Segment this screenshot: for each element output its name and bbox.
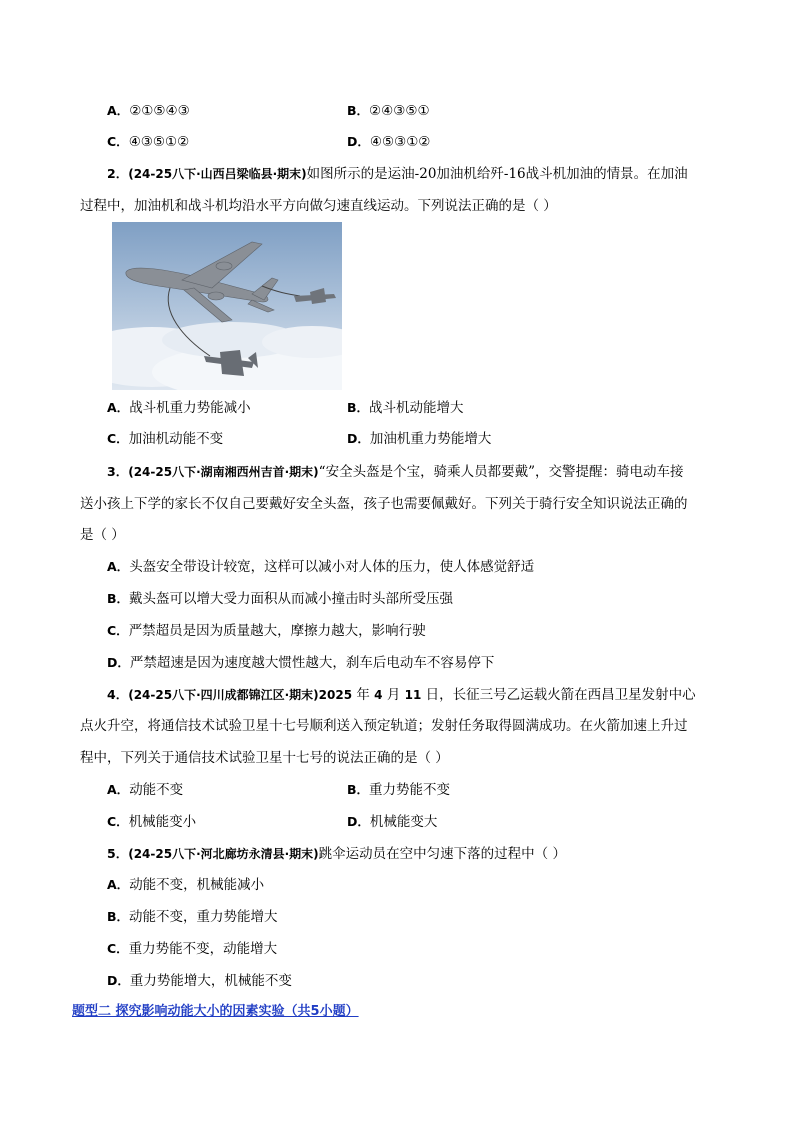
option-letter: A． — [107, 400, 130, 415]
q3-stem-line-1 — [107, 462, 683, 482]
question-text: 是（ ） — [80, 527, 125, 543]
option-text: 重力势能不变 — [369, 782, 451, 798]
option-text: ②①⑤④③ — [129, 103, 190, 119]
option-text: 重力势能增大，机械能不变 — [129, 973, 292, 989]
q3-option-a[interactable] — [107, 557, 534, 577]
day-number: 11 — [404, 688, 422, 702]
option-letter: D． — [347, 134, 370, 149]
question-number: 2． — [107, 166, 129, 181]
q4-stem-line-2 — [80, 716, 688, 736]
question-text: 点火升空，将通信技术试验卫星十七号顺利送入预定轨道；发射任务取得圆满成功。在火箭加速上升过 — [80, 718, 688, 734]
option-letter: D． — [107, 655, 130, 670]
month-number: 4 — [374, 688, 383, 702]
question-number: 5． — [107, 846, 129, 861]
q5-option-a[interactable] — [107, 875, 264, 895]
q4-options-row-2 — [107, 812, 707, 832]
question-source: (24-25八下·河北廊坊永清县·期末) — [128, 847, 319, 861]
option-text: 动能不变 — [129, 782, 184, 798]
year-number: 2025 — [318, 688, 353, 702]
q3-option-b[interactable] — [107, 589, 453, 609]
question-source: (24-25八下·湖南湘西州吉首·期末) — [128, 465, 319, 479]
option-text: 机械能变大 — [369, 814, 438, 830]
q5-stem-line-1 — [107, 844, 566, 864]
option-text: ④⑤③①② — [369, 134, 431, 150]
option-letter: C． — [107, 814, 129, 829]
q2-stem-line-1 — [107, 164, 688, 184]
q4-option-a[interactable] — [107, 780, 183, 800]
q4-options-row-1 — [107, 780, 707, 800]
option-text: 戴头盔可以增大受力面积从而减小撞击时头部所受压强 — [129, 591, 454, 607]
q1-options-row-1 — [107, 101, 707, 121]
q2-options-row-2 — [107, 429, 707, 449]
q3-option-d[interactable] — [107, 653, 494, 673]
q2-option-b[interactable] — [347, 398, 464, 418]
question-text: 年 — [356, 687, 370, 703]
q5-option-b[interactable] — [107, 907, 278, 927]
q4-stem-line-1 — [107, 685, 696, 705]
question-text: 送小孩上下学的家长不仅自己要戴好安全头盔，孩子也需要佩戴好。下列关于骑行安全知识说法正确的 — [80, 496, 688, 512]
q2-options-row-1 — [107, 398, 707, 418]
option-text: 战斗机重力势能减小 — [129, 400, 251, 416]
q3-stem-line-2 — [80, 494, 688, 514]
option-text: 战斗机动能增大 — [369, 400, 464, 416]
question-source: (24-25八下·山西吕梁临县·期末) — [128, 167, 307, 181]
q3-stem-line-3 — [80, 525, 125, 545]
option-text: 加油机动能不变 — [128, 431, 224, 447]
option-letter: A． — [107, 559, 130, 574]
option-letter: A． — [107, 782, 130, 797]
option-letter: C． — [107, 941, 129, 956]
q2-stem-line-2 — [80, 196, 557, 216]
option-text: ④③⑤①② — [128, 134, 190, 150]
option-letter: C． — [107, 623, 129, 638]
question-text: 日，长征三号乙运载火箭在西昌卫星发射中心 — [425, 687, 696, 703]
q4-option-c[interactable] — [107, 812, 196, 832]
option-letter: B． — [107, 909, 130, 924]
option-letter: C． — [107, 134, 129, 149]
option-text: 严禁超速是因为速度越大惯性越大，刹车后电动车不容易停下 — [129, 655, 495, 671]
q1-option-d[interactable] — [347, 132, 430, 152]
option-letter: D． — [107, 973, 130, 988]
q4-option-b[interactable] — [347, 780, 450, 800]
option-letter: A． — [107, 103, 130, 118]
option-text: 重力势能不变，动能增大 — [128, 941, 278, 957]
option-text: 头盔安全带设计较宽，这样可以减小对人体的压力，使人体感觉舒适 — [129, 559, 535, 575]
question-number: 4． — [107, 687, 129, 702]
question-text: 过程中，加油机和战斗机均沿水平方向做匀速直线运动。下列说法正确的是（ ） — [80, 198, 557, 214]
option-letter: B． — [347, 782, 370, 797]
q3-option-c[interactable] — [107, 621, 426, 641]
option-text: 严禁超员是因为质量越大，摩擦力越大，影响行驶 — [128, 623, 426, 639]
option-text: 动能不变，重力势能增大 — [129, 909, 278, 925]
q1-option-c[interactable] — [107, 132, 189, 152]
question-source: (24-25八下·四川成都锦江区·期末) — [128, 688, 319, 702]
q4-option-d[interactable] — [347, 812, 437, 832]
option-letter: D． — [347, 431, 370, 446]
option-letter: D． — [347, 814, 370, 829]
question-number: 3． — [107, 464, 129, 479]
question-text: 如图所示的是运油-20加油机给歼-16战斗机加油的情景。在加油 — [306, 166, 688, 182]
q2-option-d[interactable] — [347, 429, 491, 449]
question-text: 跳伞运动员在空中匀速下落的过程中（ ） — [318, 846, 566, 862]
q1-option-a[interactable] — [107, 101, 190, 121]
option-text: ②④③⑤① — [369, 103, 430, 119]
q4-stem-line-3 — [80, 748, 449, 768]
refueling-aircraft-photo — [112, 222, 342, 390]
option-letter: C． — [107, 431, 129, 446]
q5-option-c[interactable] — [107, 939, 277, 959]
option-letter: A． — [107, 877, 130, 892]
q2-option-c[interactable] — [107, 429, 223, 449]
question-text: “安全头盔是个宝，骑乘人员都要戴”，交警提醒：骑电动车接 — [318, 464, 684, 480]
option-letter: B． — [347, 400, 370, 415]
section-heading-link[interactable]: 题型二 探究影响动能大小的因素实验（共5小题） — [72, 1004, 359, 1019]
option-text: 动能不变，机械能减小 — [129, 877, 265, 893]
q2-option-a[interactable] — [107, 398, 251, 418]
option-letter: B． — [107, 591, 130, 606]
question-text: 程中，下列关于通信技术试验卫星十七号的说法正确的是（ ） — [80, 750, 449, 766]
q1-options-row-2 — [107, 132, 707, 152]
option-letter: B． — [347, 103, 370, 118]
q1-option-b[interactable] — [347, 101, 430, 121]
option-text: 加油机重力势能增大 — [369, 431, 492, 447]
question-text: 月 — [386, 687, 401, 703]
option-text: 机械能变小 — [128, 814, 197, 830]
q5-option-d[interactable] — [107, 971, 292, 991]
